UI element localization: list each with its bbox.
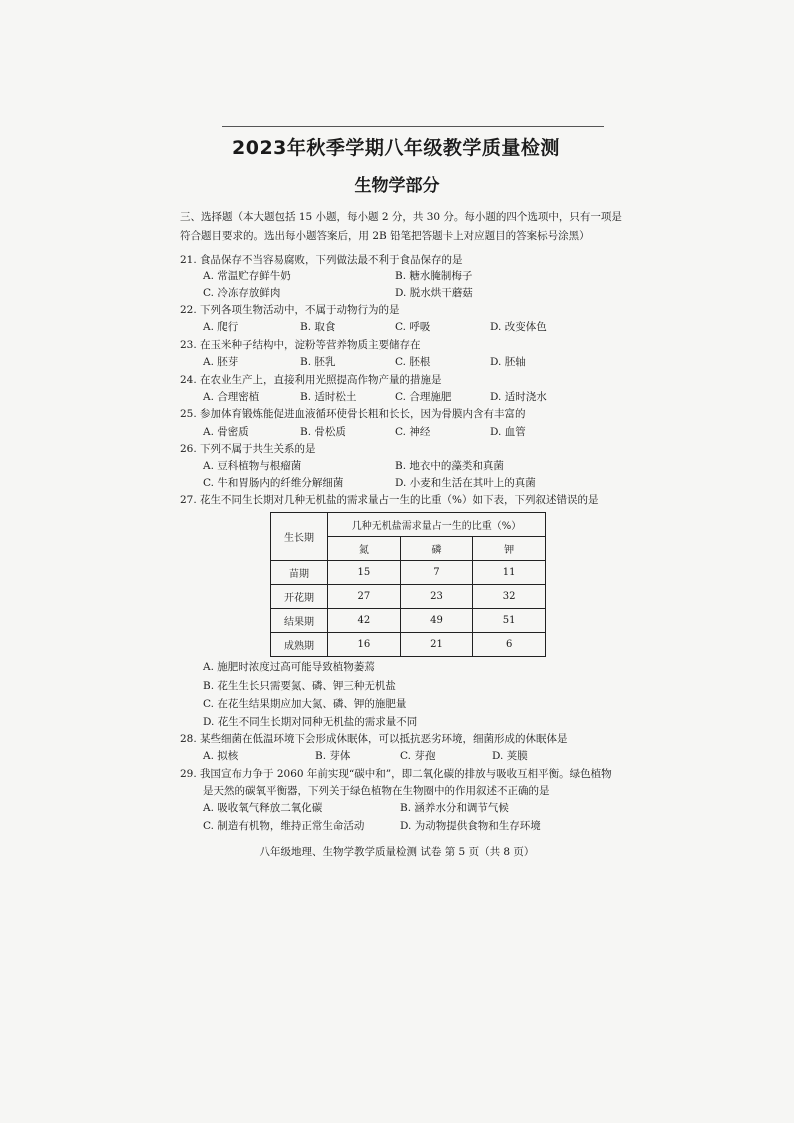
question-26-option-a: A. 豆科植物与根瘤菌 bbox=[203, 460, 302, 472]
question-26-option-b: B. 地衣中的藻类和真菌 bbox=[395, 460, 504, 472]
question-27-option-c: C. 在花生结果期应加大氮、磷、钾的施肥量 bbox=[203, 698, 407, 710]
value-cell: 7 bbox=[400, 561, 473, 585]
question-27-option-a: A. 施肥时浓度过高可能导致植物萎蔫 bbox=[203, 661, 375, 673]
value-cell: 51 bbox=[473, 609, 546, 633]
value-cell: 42 bbox=[328, 609, 401, 633]
question-29-option-a: A. 吸收氧气释放二氧化碳 bbox=[203, 802, 323, 814]
question-24-stem: 24. 在农业生产上，直接利用光照提高作物产量的措施是 bbox=[180, 374, 442, 386]
stage-cell: 成熟期 bbox=[271, 633, 328, 657]
question-23-stem: 23. 在玉米种子结构中，淀粉等营养物质主要储存在 bbox=[180, 339, 421, 351]
column-phosphorus: 磷 bbox=[400, 537, 473, 561]
column-nitrogen: 氮 bbox=[328, 537, 401, 561]
exam-title: 2023年秋季学期八年级教学质量检测 bbox=[232, 137, 560, 159]
title-rule bbox=[222, 126, 604, 127]
question-22-option-c: C. 呼吸 bbox=[395, 321, 431, 333]
question-22-option-b: B. 取食 bbox=[300, 321, 336, 333]
question-22-option-d: D. 改变体色 bbox=[490, 321, 547, 333]
question-29-option-d: D. 为动物提供食物和生存环境 bbox=[400, 820, 541, 832]
question-26-option-c: C. 牛和胃肠内的纤维分解细菌 bbox=[203, 477, 344, 489]
question-27-option-d: D. 花生不同生长期对同种无机盐的需求量不同 bbox=[203, 716, 418, 728]
question-21-option-a: A. 常温贮存鲜牛奶 bbox=[203, 270, 291, 282]
question-28-option-c: C. 芽孢 bbox=[400, 750, 436, 762]
question-28-option-d: D. 荚膜 bbox=[492, 750, 528, 762]
question-29-stem-line-1: 29. 我国宣布力争于 2060 年前实现“碳中和”，即二氧化碳的排放与吸收互相平衡。绿色植物 bbox=[180, 768, 612, 780]
value-cell: 21 bbox=[400, 633, 473, 657]
question-24-option-c: C. 合理施肥 bbox=[395, 391, 452, 403]
table-group-header: 几种无机盐需求量占一生的比重（%） bbox=[328, 513, 546, 537]
question-22-stem: 22. 下列各项生物活动中，不属于动物行为的是 bbox=[180, 304, 400, 316]
table-row bbox=[271, 561, 546, 585]
stage-cell: 苗期 bbox=[271, 561, 328, 585]
instructions-line-2: 符合题目要求的。选出每小题答案后，用 2B 铅笔把答题卡上对应题目的答案标号涂黑） bbox=[180, 230, 590, 242]
table-row bbox=[271, 585, 546, 609]
section-title: 生物学部分 bbox=[354, 176, 440, 196]
value-cell: 15 bbox=[328, 561, 401, 585]
question-25-stem: 25. 参加体育锻炼能促进血液循环使骨长粗和长长，因为骨膜内含有丰富的 bbox=[180, 408, 526, 420]
question-25-option-b: B. 骨松质 bbox=[300, 426, 346, 438]
table-header-row bbox=[271, 513, 546, 537]
value-cell: 6 bbox=[473, 633, 546, 657]
question-29-stem-line-2: 是天然的碳氧平衡器，下列关于绿色植物在生物圈中的作用叙述不正确的是 bbox=[203, 785, 550, 797]
question-24-option-d: D. 适时浇水 bbox=[490, 391, 547, 403]
question-21-stem: 21. 食品保存不当容易腐败，下列做法最不利于食品保存的是 bbox=[180, 254, 463, 266]
question-25-option-d: D. 血管 bbox=[490, 426, 526, 438]
question-28-option-b: B. 芽体 bbox=[315, 750, 351, 762]
question-23-option-b: B. 胚乳 bbox=[300, 356, 336, 368]
question-27-option-b: B. 花生生长只需要氮、磷、钾三种无机盐 bbox=[203, 680, 396, 692]
question-29-option-c: C. 制造有机物，维持正常生命活动 bbox=[203, 820, 365, 832]
value-cell: 16 bbox=[328, 633, 401, 657]
question-22-option-a: A. 爬行 bbox=[203, 321, 239, 333]
column-potassium: 钾 bbox=[473, 537, 546, 561]
value-cell: 27 bbox=[328, 585, 401, 609]
table-row bbox=[271, 633, 546, 657]
question-28-option-a: A. 拟核 bbox=[203, 750, 239, 762]
question-29-option-b: B. 涵养水分和调节气候 bbox=[400, 802, 509, 814]
question-23-option-c: C. 胚根 bbox=[395, 356, 431, 368]
question-25-option-c: C. 神经 bbox=[395, 426, 431, 438]
page-footer: 八年级地理、生物学教学质量检测 试卷 第 5 页（共 8 页） bbox=[259, 846, 535, 858]
table-row bbox=[271, 609, 546, 633]
question-24-option-b: B. 适时松土 bbox=[300, 391, 357, 403]
question-23-option-d: D. 胚轴 bbox=[490, 356, 526, 368]
stage-cell: 开花期 bbox=[271, 585, 328, 609]
question-23-option-a: A. 胚芽 bbox=[203, 356, 239, 368]
stage-cell: 结果期 bbox=[271, 609, 328, 633]
value-cell: 32 bbox=[473, 585, 546, 609]
question-21-option-c: C. 冷冻存放鲜肉 bbox=[203, 287, 281, 299]
question-24-option-a: A. 合理密植 bbox=[203, 391, 260, 403]
nutrient-table bbox=[270, 512, 546, 657]
question-26-stem: 26. 下列不属于共生关系的是 bbox=[180, 443, 316, 455]
value-cell: 23 bbox=[400, 585, 473, 609]
question-28-stem: 28. 某些细菌在低温环境下会形成休眠体，可以抵抗恶劣环境，细菌形成的休眠体是 bbox=[180, 733, 568, 745]
question-21-option-b: B. 糖水腌制梅子 bbox=[395, 270, 473, 282]
question-27-stem: 27. 花生不同生长期对几种无机盐的需求量占一生的比重（%）如下表，下列叙述错误的是 bbox=[180, 494, 599, 506]
value-cell: 49 bbox=[400, 609, 473, 633]
question-26-option-d: D. 小麦和生活在其叶上的真菌 bbox=[395, 477, 536, 489]
value-cell: 11 bbox=[473, 561, 546, 585]
instructions-line-1: 三、选择题（本大题包括 15 小题，每小题 2 分，共 30 分。每小题的四个选项中，只有一项是 bbox=[180, 211, 622, 223]
question-25-option-a: A. 骨密质 bbox=[203, 426, 249, 438]
question-21-option-d: D. 脱水烘干蘑菇 bbox=[395, 287, 473, 299]
table-row-header: 生长期 bbox=[271, 513, 328, 561]
